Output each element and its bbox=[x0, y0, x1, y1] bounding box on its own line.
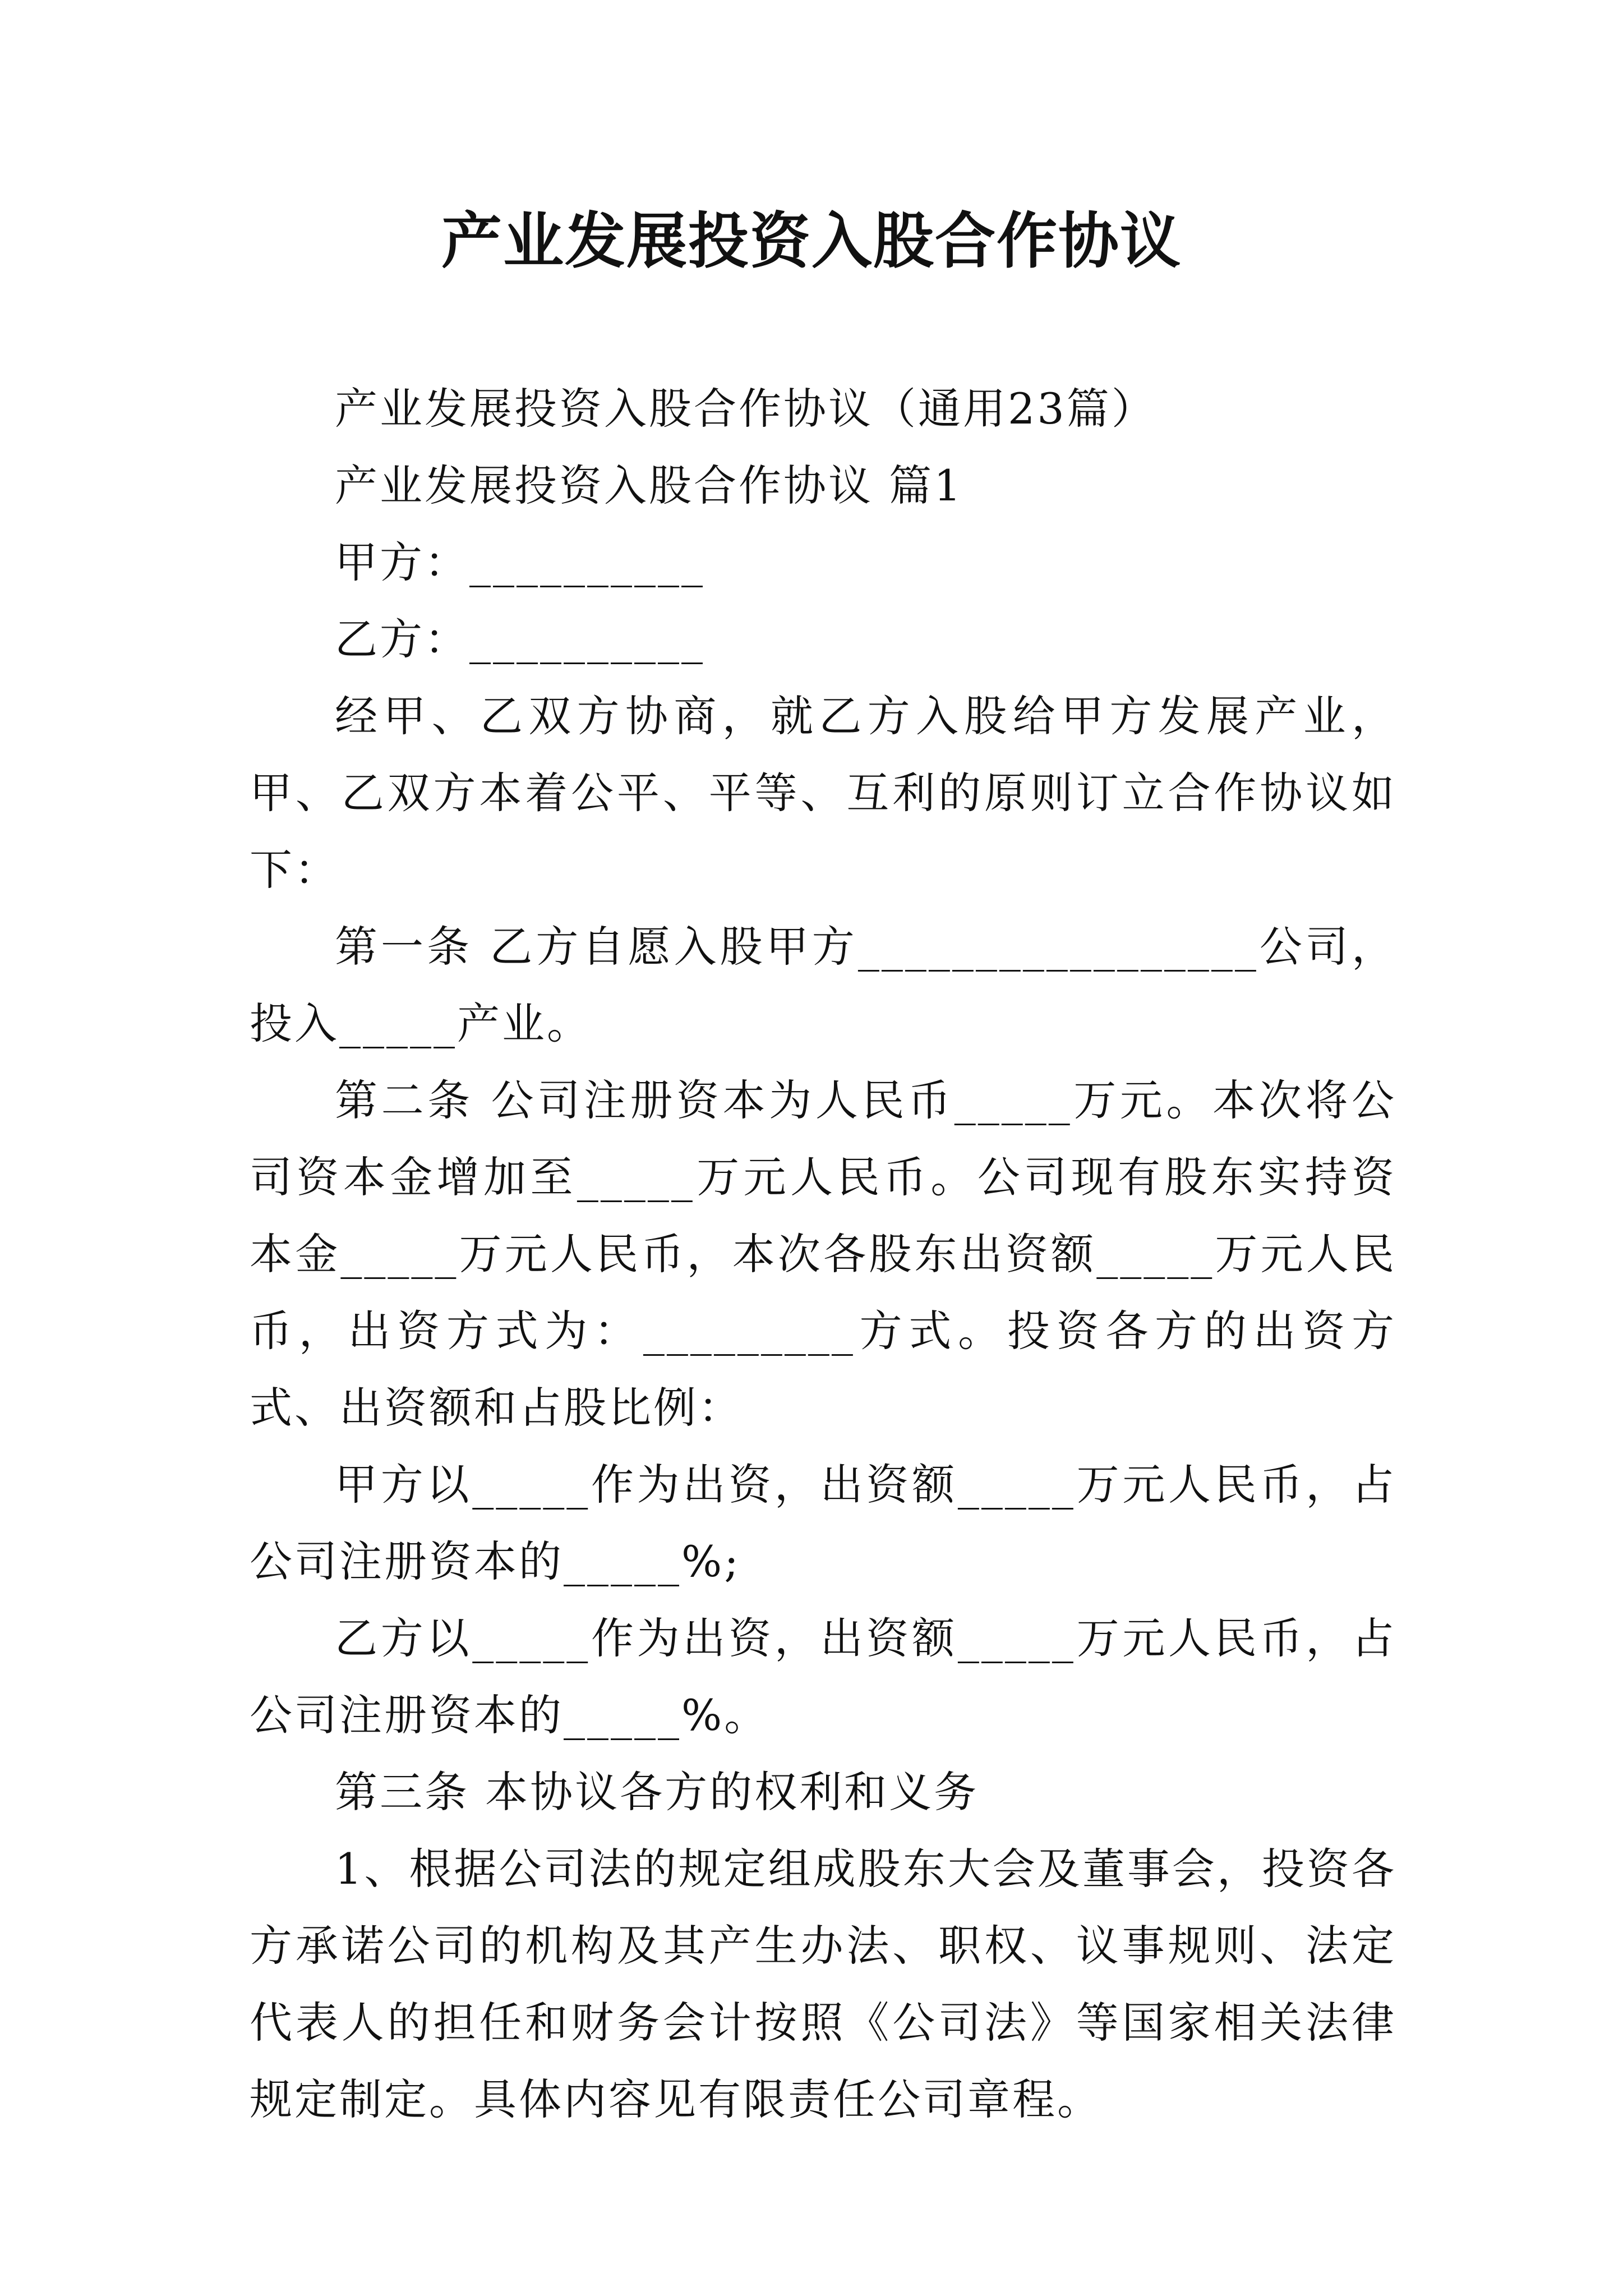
paragraph-article-3: 第三条 本协议各方的权利和义务 bbox=[335, 1767, 979, 1817]
paragraph-party-a-contribution: 甲方以_____作为出资，出资额_____万元人民币，占公司注册资本的_____%; bbox=[250, 1460, 1396, 1586]
document-body bbox=[250, 370, 1396, 2138]
document-title: 产业发展投资入股合作协议 bbox=[441, 206, 1182, 277]
paragraph-preamble: 经甲、乙双方协商，就乙方入股给甲方发展产业，甲、乙双方本着公平、平等、互利的原则订立合作协议如下： bbox=[250, 691, 1396, 895]
paragraph-article-1: 第一条 乙方自愿入股甲方_________________公司，投入_____产业。 bbox=[250, 922, 1396, 1048]
paragraph-article-2: 第二条 公司注册资本为人民币_____万元。本次将公司资本金增加至_____万元人民币。公司现有股东实持资本金_____万元人民币，本次各股东出资额_____万元人民币，出资方式为：_________方式。投资各方的出资方式、出资额和占股比例： bbox=[250, 1075, 1396, 1433]
paragraph-article-3-item-1: 1、根据公司法的规定组成股东大会及董事会，投资各方承诺公司的机构及其产生办法、职权、议事规则、法定代表人的担任和财务会计按照《公司法》等国家相关法律规定制定。具体内容见有限责任公司章程。 bbox=[250, 1844, 1396, 2124]
paragraph-section-heading: 产业发展投资入股合作协议 篇1 bbox=[335, 461, 963, 510]
paragraph-party-a: 甲方：__________ bbox=[335, 537, 705, 587]
paragraph-party-b: 乙方：__________ bbox=[335, 614, 705, 664]
paragraph-subtitle: 产业发展投资入股合作协议（通用23篇） bbox=[335, 384, 1156, 434]
paragraph-party-b-contribution: 乙方以_____作为出资，出资额_____万元人民币，占公司注册资本的_____%。 bbox=[250, 1613, 1396, 1740]
